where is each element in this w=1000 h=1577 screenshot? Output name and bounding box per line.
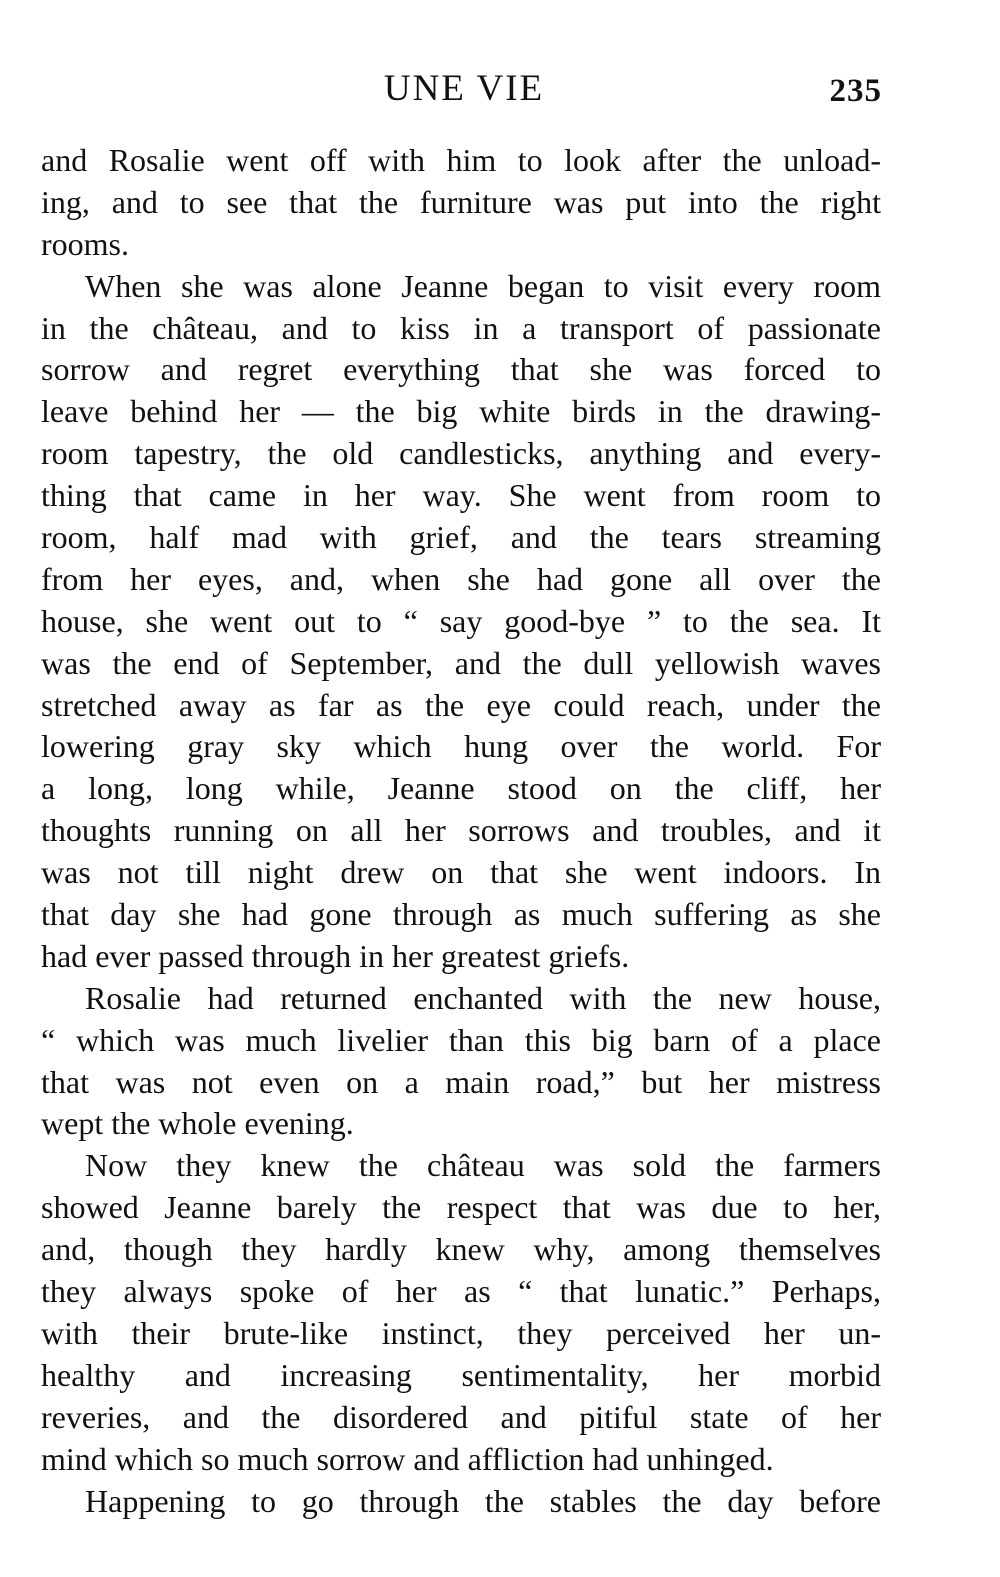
text-line: mind which so much sorrow and affliction had unhinged.: [41, 1440, 774, 1477]
text-line: with their brute-like instinct, they perceived her un-: [41, 1314, 881, 1351]
text-line: and, though they hardly knew why, among themselves: [41, 1231, 881, 1268]
text-line: thoughts running on all her sorrows and troubles, and it: [41, 812, 881, 849]
text-line: rooms.: [41, 225, 129, 262]
body-text: [41, 140, 881, 1522]
text-line: house, she went out to “ say good-bye ” to the sea. It: [41, 602, 881, 639]
running-title: UNE VIE: [383, 68, 545, 109]
text-line: leave behind her — the big white birds in the drawing-: [41, 393, 881, 430]
text-line: stretched away as far as the eye could reach, under the: [41, 686, 881, 723]
text-line: ing, and to see that the furniture was put into the right: [41, 183, 881, 220]
text-line: Now they knew the château was sold the farmers: [85, 1147, 881, 1184]
page-header: [0, 64, 1000, 114]
text-line: was not till night drew on that she went indoors. In: [41, 854, 881, 891]
text-line: in the château, and to kiss in a transport of passionate: [41, 309, 881, 346]
text-line: was the end of September, and the dull yellowish waves: [41, 644, 881, 681]
text-line: Rosalie had returned enchanted with the new house,: [85, 979, 881, 1016]
text-line: Happening to go through the stables the day before: [85, 1482, 881, 1519]
text-line: reveries, and the disordered and pitiful state of her: [41, 1398, 881, 1435]
text-line: “ which was much livelier than this big barn of a place: [41, 1021, 881, 1058]
text-line: sorrow and regret everything that she was forced to: [41, 351, 881, 388]
text-line: from her eyes, and, when she had gone all over the: [41, 560, 881, 597]
text-line: room tapestry, the old candlesticks, anything and every-: [41, 435, 881, 472]
text-line: and Rosalie went off with him to look after the unload-: [41, 142, 881, 178]
text-line: thing that came in her way. She went from room to: [41, 477, 881, 514]
page-number: 235: [829, 73, 882, 109]
text-line: that day she had gone through as much suffering as she: [41, 896, 881, 933]
text-line: lowering gray sky which hung over the world. For: [41, 728, 881, 765]
text-line: showed Jeanne barely the respect that was due to her,: [41, 1189, 881, 1226]
text-line: healthy and increasing sentimentality, her morbid: [41, 1356, 881, 1393]
text-line: a long, long while, Jeanne stood on the cliff, her: [41, 770, 881, 807]
text-line: that was not even on a main road,” but her mistress: [41, 1063, 881, 1100]
text-line: When she was alone Jeanne began to visit every room: [85, 267, 881, 304]
text-line: they always spoke of her as “ that lunatic.” Perhaps,: [41, 1273, 881, 1310]
text-line: had ever passed through in her greatest griefs.: [41, 937, 630, 974]
text-line: room, half mad with grief, and the tears streaming: [41, 519, 881, 556]
text-line: wept the whole evening.: [41, 1105, 354, 1142]
